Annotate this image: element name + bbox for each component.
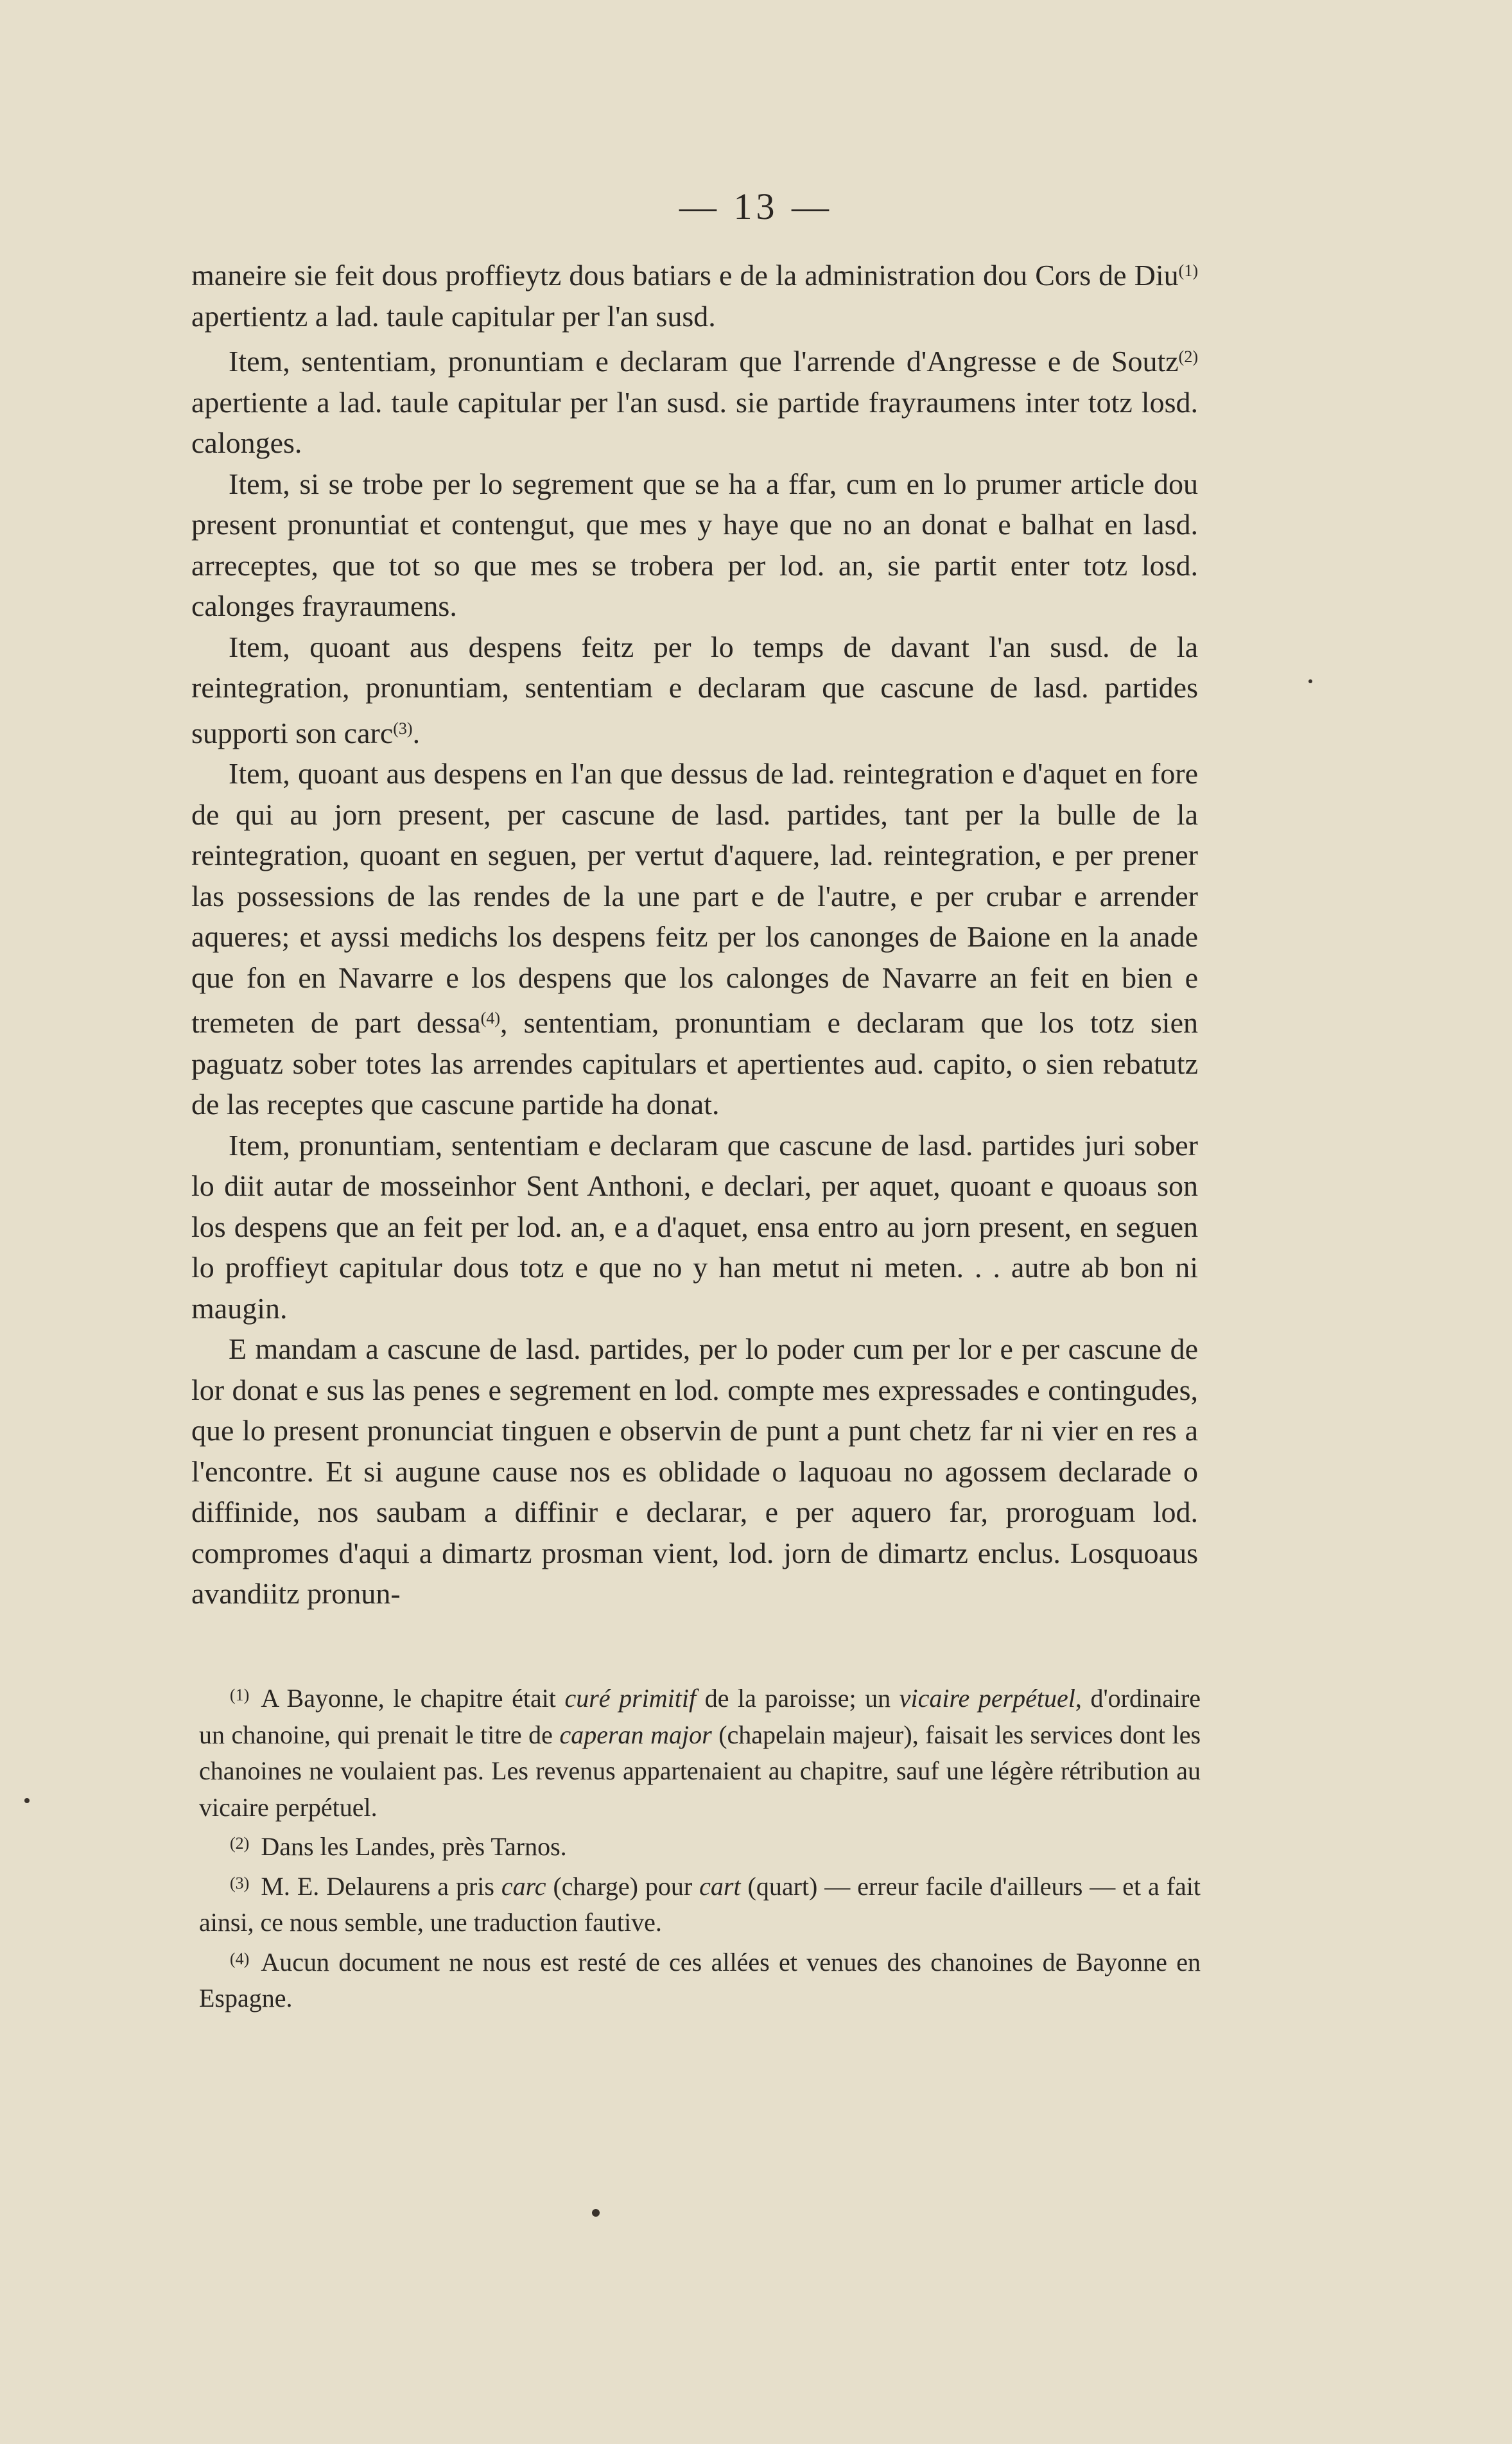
footnotes <box>199 1677 1201 2017</box>
ink-speck <box>24 1798 30 1803</box>
footnote-number: (3) <box>230 1873 250 1892</box>
footnote-marker: (1) <box>1178 261 1198 280</box>
main-text <box>191 250 1198 1614</box>
paragraph: Item, quoant aus despens feitz per lo temps de davant l'an susd. de la reintegration, pronuntiam, sententiam e declaram que cascune de lasd. partides supporti son carc$^{(3)}$. <box>191 630 1198 749</box>
ink-speck <box>1308 679 1312 683</box>
paragraph: E mandam a cascune de lasd. partides, per lo poder cum per lor e per cascune de lor donat e sus las penes e segrement en lod. compte mes expressades e contingudes, que lo present pronunciat tinguen e observin de punt a punt chetz far ni vier en res a l'encontre. Et si augune cause nos es oblidade o laquoau no agossem declarade o diffinide, nos saubam a diffinir e declarar, e per aquero far, proroguam lod. compromes d'aqui a dimartz prosman vient, lod. jorn de dimartz enclus. Losquoaus avandiitz pronun- <box>191 1332 1198 1610</box>
paragraph: Item, sententiam, pronuntiam e declaram que l'arrende d'Angresse e de Soutz$^{(2)}$ apertiente a lad. taule capitular per l'an susd. sie partide frayraumens inter totz losd. calonges. <box>191 345 1198 459</box>
footnote: $^{(4)}$ Aucun document ne nous est resté de ces allées et venues des chanoines de Bayonne en Espagne. <box>199 1947 1201 2012</box>
footnote-number: (1) <box>230 1686 250 1704</box>
paragraph: Item, pronuntiam, sententiam e declaram que cascune de lasd. partides juri sober lo diit autar de mosseinhor Sent Anthoni, e declari, per aquet, quoant e quoaus son los despens que an feit per lod. an, e a d'aquet, ensa entro au jorn present, en seguen lo proffieyt capitular dous totz e que no y han metut ni meten. . . autre ab bon ni maugin. <box>191 1128 1198 1325</box>
footnote-number: (2) <box>230 1834 250 1853</box>
paragraph: Item, quoant aus despens en l'an que dessus de lad. reintegration e d'aquet en fore de qui au jorn present, per cascune de lasd. partides, tant per la bulle de la reintegration, quoant en seguen, per vertut d'aquere, lad. reintegration, e per prener las possessions de las rendes de la une part e de l'autre, e per crubar e arrender aqueres; et ayssi medichs los despens feitz per los canonges de Baione en la anade que fon en Navarre e los despens que los calonges de Navarre an feit en bien e tremeten de part dessa$^{(4)}$, sententiam, pronuntiam e declaram que los totz sien paguatz sober totes las arrendes capitulars et apertientes aud. capito, o sien rebatutz de las receptes que cascune partide ha donat. <box>191 757 1198 1121</box>
paragraph: maneire sie feit dous proffieytz dous batiars e de la administration dou Cors de Diu$^{(1)}$ apertientz a lad. taule capitular per l'an susd. <box>191 259 1198 333</box>
footnote: $^{(1)}$ A Bayonne, le chapitre était curé primitif de la paroisse; un vicaire perpétuel, d'ordinaire un chanoine, qui prenait le titre de caperan major (chapelain majeur), faisait les services dont les chanoines ne voulaient pas. Les revenus appartenaient au chapitre, sauf une légère rétribution au vicaire perpétuel. <box>199 1684 1201 1822</box>
page-number: — 13 — <box>679 186 833 227</box>
footnote: $^{(3)}$ M. E. Delaurens a pris carc (charge) pour cart (quart) — erreur facile d'ailleurs — et a fait ainsi, ce nous semble, une traduction fautive. <box>199 1871 1201 1937</box>
footnote-marker: (4) <box>480 1009 500 1027</box>
footnote-number: (4) <box>230 1949 250 1968</box>
paragraph: Item, si se trobe per lo segrement que se ha a ffar, cum en lo prumer article dou present pronuntiat et contengut, que mes y haye que no an donat e balhat en lasd. arreceptes, que tot so que mes se trobera per lod. an, sie partit enter totz losd. calonges frayraumens. <box>191 467 1198 622</box>
ink-speck <box>592 2209 600 2217</box>
footnote-marker: (3) <box>393 719 413 738</box>
footnote-marker: (2) <box>1178 347 1198 366</box>
footnote: $^{(2)}$ Dans les Landes, près Tarnos. <box>230 1832 567 1861</box>
